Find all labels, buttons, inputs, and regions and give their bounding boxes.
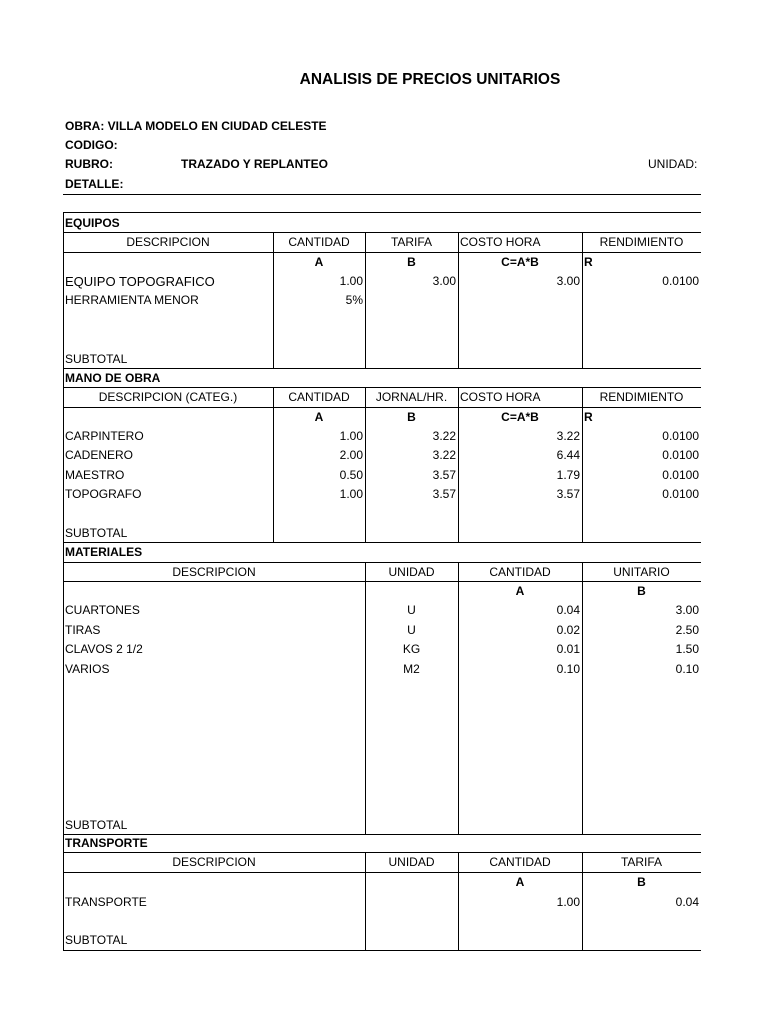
materiales-row-unitario: 0.10 [675, 662, 699, 676]
transporte-col-descripcion: DESCRIPCION [172, 855, 256, 869]
equipos-row-cantidad: 5% [345, 293, 363, 307]
equipos-col-costo-hora: COSTO HORA [460, 235, 541, 249]
transporte-vline [365, 852, 366, 950]
mano-obra-col-jornal: JORNAL/HR. [375, 390, 448, 404]
equipos-letter-r: R [584, 255, 593, 269]
mano-obra-subtotal: SUBTOTAL [65, 526, 128, 540]
equipos-vline [582, 232, 583, 368]
mano-obra-row-cantidad: 1.00 [339, 487, 363, 501]
transporte-row-unidad [365, 893, 458, 912]
transporte-vline [582, 852, 583, 950]
materiales-subtotal: SUBTOTAL [65, 818, 128, 832]
mano-obra-row-costo: 3.57 [556, 487, 580, 501]
transporte-col-tarifa: TARIFA [620, 855, 663, 869]
transporte-row-cantidad: 1.00 [556, 895, 580, 909]
materiales-row-cantidad: 0.04 [556, 603, 580, 617]
mano-obra-letter-a: A [314, 410, 324, 424]
mano-obra-vline [365, 387, 366, 542]
equipos-title: EQUIPOS [65, 216, 120, 230]
mano-obra-row-costo: 3.22 [556, 429, 580, 443]
page-title: ANALISIS DE PRECIOS UNITARIOS [299, 71, 561, 88]
materiales-row-unidad: M2 [403, 662, 420, 676]
equipos-subtotal: SUBTOTAL [65, 352, 128, 366]
mano-obra-title: MANO DE OBRA [65, 371, 161, 385]
mano-obra-col-descripcion: DESCRIPCION (CATEG.) [98, 390, 238, 404]
materiales-row-unidad: U [407, 603, 416, 617]
header-divider [63, 194, 701, 195]
mano-obra-row-desc: TOPOGRAFO [65, 487, 142, 501]
equipos-letter-a: A [314, 255, 324, 269]
mano-obra-row-rend: 0.0100 [662, 448, 699, 462]
materiales-row-unidad: KG [402, 642, 421, 656]
transporte-subtotal: SUBTOTAL [65, 933, 128, 947]
transporte-col-unidad: UNIDAD [388, 855, 435, 869]
transporte-col-cantidad: CANTIDAD [489, 855, 551, 869]
materiales-row-unitario: 3.00 [675, 603, 699, 617]
unidad-label: UNIDAD: [648, 157, 698, 171]
materiales-vline [582, 562, 583, 834]
mano-obra-row-desc: CARPINTERO [65, 429, 144, 443]
mano-obra-row-cantidad: 2.00 [339, 448, 363, 462]
mano-obra-row-jornal: 3.57 [432, 468, 456, 482]
mano-obra-vline [458, 387, 459, 542]
mano-obra-row-desc: CADENERO [65, 448, 134, 462]
mano-obra-row-jornal: 3.57 [432, 487, 456, 501]
equipos-vline [458, 232, 459, 368]
mano-obra-letter-b: B [407, 410, 416, 424]
table-top-border [63, 212, 701, 213]
materiales-row-desc: VARIOS [65, 662, 110, 676]
equipos-row-desc: HERRAMIENTA MENOR [65, 293, 199, 307]
transporte-letter-a: A [515, 875, 525, 889]
rubro-label: RUBRO: [65, 157, 113, 171]
materiales-row-unitario: 1.50 [675, 642, 699, 656]
transporte-row-tarifa: 0.04 [675, 895, 699, 909]
equipos-letter-b: B [407, 255, 416, 269]
codigo-label: CODIGO: [65, 138, 118, 152]
mano-obra-letter-r: R [584, 410, 593, 424]
transporte-letter-b: B [637, 875, 646, 889]
equipos-row-costo: 3.00 [556, 274, 580, 288]
materiales-col-cantidad: CANTIDAD [489, 565, 551, 579]
equipos-vline [273, 232, 274, 368]
mano-obra-row-rend: 0.0100 [662, 487, 699, 501]
materiales-col-unitario: UNITARIO [613, 565, 670, 579]
equipos-col-cantidad: CANTIDAD [288, 235, 350, 249]
materiales-vline [365, 562, 366, 834]
materiales-row-cantidad: 0.01 [556, 642, 580, 656]
mano-obra-row-cantidad: 0.50 [339, 468, 363, 482]
obra-label: OBRA: VILLA MODELO EN CIUDAD CELESTE [65, 119, 327, 133]
equipos-letter-c: C=A*B [501, 255, 539, 269]
transporte-row-desc: TRANSPORTE [65, 895, 147, 909]
mano-obra-vline [582, 387, 583, 542]
equipos-row-cantidad: 1.00 [339, 274, 363, 288]
mano-obra-col-rendimiento: RENDIMIENTO [599, 390, 684, 404]
materiales-row-desc: TIRAS [65, 623, 101, 637]
materiales-col-unidad: UNIDAD [388, 565, 435, 579]
mano-obra-row-rend: 0.0100 [662, 429, 699, 443]
mano-obra-row-costo: 1.79 [556, 468, 580, 482]
materiales-row-unitario: 2.50 [675, 623, 699, 637]
equipos-col-rendimiento: RENDIMIENTO [599, 235, 684, 249]
materiales-vline [458, 562, 459, 834]
materiales-bottom [63, 834, 701, 835]
materiales-letter-b: B [637, 584, 646, 598]
rubro-value: TRAZADO Y REPLANTEO [181, 157, 328, 171]
equipos-col-tarifa: TARIFA [390, 235, 433, 249]
detalle-label: DETALLE: [65, 177, 124, 191]
equipos-vline [365, 232, 366, 368]
materiales-row-unidad: U [407, 623, 416, 637]
materiales-title: MATERIALES [65, 545, 143, 559]
equipos-row-rend: 0.0100 [662, 274, 699, 288]
mano-obra-col-cantidad: CANTIDAD [288, 390, 350, 404]
materiales-row-desc: CUARTONES [65, 603, 140, 617]
mano-obra-row-desc: MAESTRO [65, 468, 125, 482]
table-left-border [63, 212, 64, 950]
mano-obra-bottom [63, 542, 701, 543]
equipos-row-desc: EQUIPO TOPOGRAFICO [65, 274, 215, 289]
materiales-row-cantidad: 0.02 [556, 623, 580, 637]
mano-obra-row-jornal: 3.22 [432, 429, 456, 443]
materiales-row-desc: CLAVOS 2 1/2 [65, 642, 143, 656]
mano-obra-vline [273, 387, 274, 542]
equipos-col-descripcion: DESCRIPCION [126, 235, 210, 249]
materiales-letter-a: A [515, 584, 525, 598]
mano-obra-row-rend: 0.0100 [662, 468, 699, 482]
transporte-bottom [63, 950, 701, 951]
materiales-row-cantidad: 0.10 [556, 662, 580, 676]
mano-obra-col-costo-hora: COSTO HORA [460, 390, 541, 404]
equipos-row-tarifa: 3.00 [432, 274, 456, 288]
transporte-vline [458, 852, 459, 950]
mano-obra-letter-c: C=A*B [501, 410, 539, 424]
materiales-col-descripcion: DESCRIPCION [172, 565, 256, 579]
transporte-title: TRANSPORTE [65, 836, 148, 850]
mano-obra-row-cantidad: 1.00 [339, 429, 363, 443]
mano-obra-row-jornal: 3.22 [432, 448, 456, 462]
mano-obra-row-costo: 6.44 [556, 448, 580, 462]
